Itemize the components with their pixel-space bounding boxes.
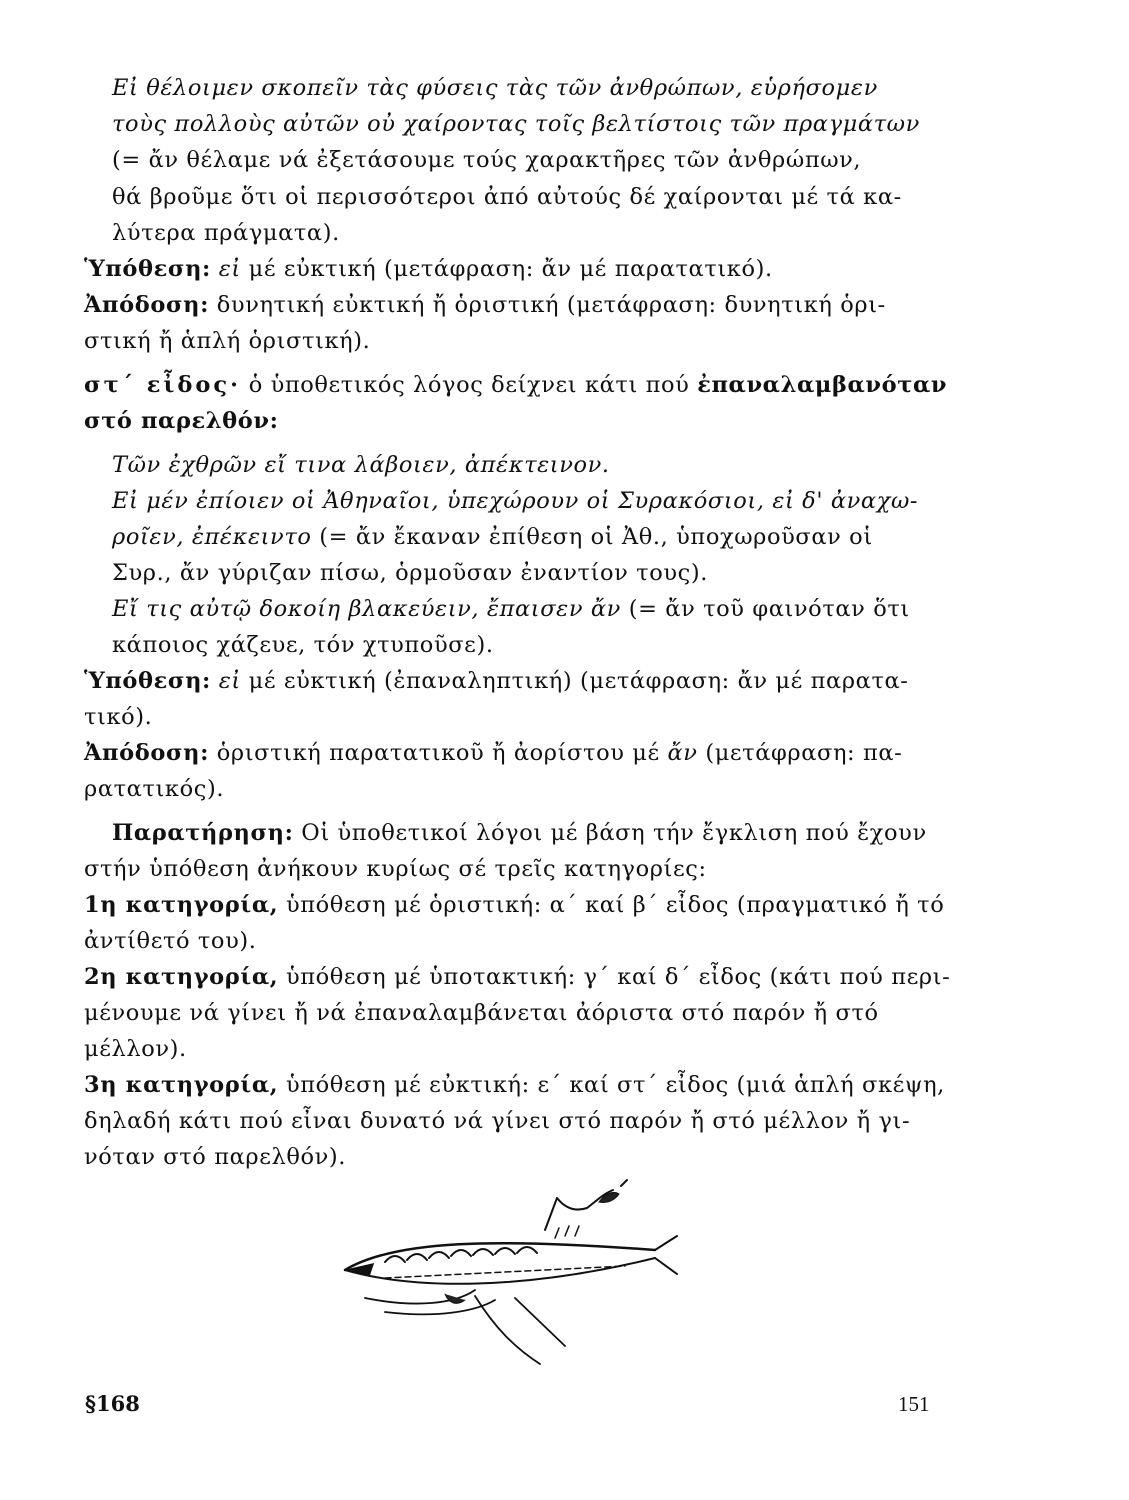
category-line: ἀντίθετό του). (84, 928, 257, 954)
rule-line: τικό). (84, 704, 153, 730)
translation-text: (= ἄν ἔκαναν ἐπίθεση οἱ Ἀθ., ὑποχωροῦσαν οἱ (311, 524, 873, 550)
note-line (112, 818, 927, 848)
rule-line: στική ἤ ἁπλή ὁριστική). (84, 328, 371, 354)
translation-line: (= ἄν θέλαμε νά ἐξετάσουμε τούς χαρακτῆρες τῶν ἀνθρώπων, (112, 147, 862, 173)
translation-line: θά βροῦμε ὅτι οἱ περισσότεροι ἀπό αὐτούς δέ χαίρονται μέ τά κα- (112, 184, 902, 210)
label-apodosis: Ἀπόδοση: (84, 292, 210, 318)
category-label: 2η κατηγορία, (84, 964, 279, 990)
translation-line: λύτερα πράγματα). (112, 220, 340, 246)
category-text: ὑπόθεση μέ ὑποτακτική: γ΄ καί δ΄ εἶδος (κάτι πού περι- (278, 964, 951, 990)
rule-line-apodosis (84, 290, 886, 320)
example-line: Εἰ μέν ἐπίοιεν οἱ Ἀθηναῖοι, ὑπεχώρουν οἱ Συρακόσιοι, εἰ δ' ἀναχω- (112, 488, 919, 514)
note-text: Οἱ ὑποθετικοί λόγοι μέ βάση τήν ἔγκλιση πού ἔχουν (293, 820, 927, 846)
category-line (84, 890, 944, 920)
category-line: μέλλον). (84, 1036, 187, 1062)
rule-text: δυνητική εὐκτική ἤ ὁριστική (μετάφραση: δυνητική ὁρι- (209, 292, 886, 318)
conjunction: εἰ (218, 668, 241, 694)
section-heading-line (84, 370, 947, 400)
label-apodosis: Ἀπόδοση: (84, 740, 210, 766)
rule-text: (μετάφραση: πα- (697, 740, 903, 766)
section-reference: §168 (85, 1391, 140, 1416)
category-line (84, 1070, 945, 1100)
example-line: Τῶν ἐχθρῶν εἴ τινα λάβοιεν, ἀπέκτεινον. (112, 452, 610, 478)
rule-line: ρατατικός). (84, 776, 225, 802)
example-line: τοὺς πολλοὺς αὐτῶν οὐ χαίροντας τοῖς βελτίστοις τῶν πραγμάτων (112, 111, 920, 137)
example-line: Εἰ θέλοιμεν σκοπεῖν τὰς φύσεις τὰς τῶν ἀνθρώπων, εὑρήσομεν (112, 75, 878, 101)
category-text: ὑπόθεση μέ ὁριστική: α΄ καί β΄ εἶδος (πραγματικό ἤ τό (278, 892, 945, 918)
rule-line-hypothesis (84, 254, 773, 284)
section-label: στ΄ εἶδος· (84, 372, 241, 398)
rule-line-hypothesis (84, 666, 909, 696)
category-label: 3η κατηγορία, (84, 1072, 279, 1098)
rule-line-apodosis (84, 738, 902, 768)
category-line: μένουμε νά γίνει ἤ νά ἐπαναλαμβάνεται ἀόριστα στό παρόν ἤ στό (84, 1000, 879, 1026)
rule-text: μέ εὐκτική (μετάφραση: ἄν μέ παρατατικό). (240, 256, 773, 282)
section-emphasis: στό παρελθόν: (84, 408, 279, 434)
category-line: δηλαδή κάτι πού εἶναι δυνατό νά γίνει στό παρόν ἤ στό μέλλον ἤ γι- (84, 1108, 911, 1134)
category-line: νόταν στό παρελθόν). (84, 1144, 347, 1170)
category-text: ὑπόθεση μέ εὐκτική: ε΄ καί στ΄ εἶδος (μιά ἁπλή σκέψη, (278, 1072, 945, 1098)
example-line (112, 594, 910, 624)
section-heading-line (84, 406, 279, 436)
particle: ἄν (667, 740, 698, 766)
greek-text: Εἴ τις αὐτῷ δοκοίη βλακεύειν, ἔπαισεν ἄν (112, 596, 621, 622)
rule-text: ὁριστική παρατατικοῦ ἤ ἀορίστου μέ (209, 740, 668, 766)
translation-line: κάποιος χάζευε, τόν χτυποῦσε). (112, 632, 494, 658)
rule-text: μέ εὐκτική (ἐπαναληπτική) (μετάφραση: ἄν μέ παρατα- (240, 668, 909, 694)
section-text: ὁ ὑποθετικός λόγος δείχνει κάτι πού (240, 372, 698, 398)
greek-text: ροῖεν, ἐπέκειντο (112, 524, 312, 550)
note-line: στήν ὑπόθεση ἀνήκουν κυρίως σέ τρεῖς κατηγορίες: (84, 856, 707, 882)
label-hypothesis: Ὑπόθεση: (84, 256, 211, 282)
label-note: Παρατήρηση: (112, 820, 294, 846)
conjunction: εἰ (218, 256, 241, 282)
category-label: 1η κατηγορία, (84, 892, 279, 918)
page-number: 151 (898, 1392, 930, 1416)
translation-text: (= ἄν τοῦ φαινόταν ὅτι (620, 596, 910, 622)
example-line (112, 522, 873, 552)
translation-line: Συρ., ἄν γύριζαν πίσω, ὁρμοῦσαν ἐναντίον τους). (112, 560, 708, 586)
category-line (84, 962, 950, 992)
label-hypothesis: Ὑπόθεση: (84, 668, 211, 694)
fish-illustration (325, 1178, 681, 1368)
section-emphasis: ἐπαναλαμβανόταν (697, 372, 948, 398)
